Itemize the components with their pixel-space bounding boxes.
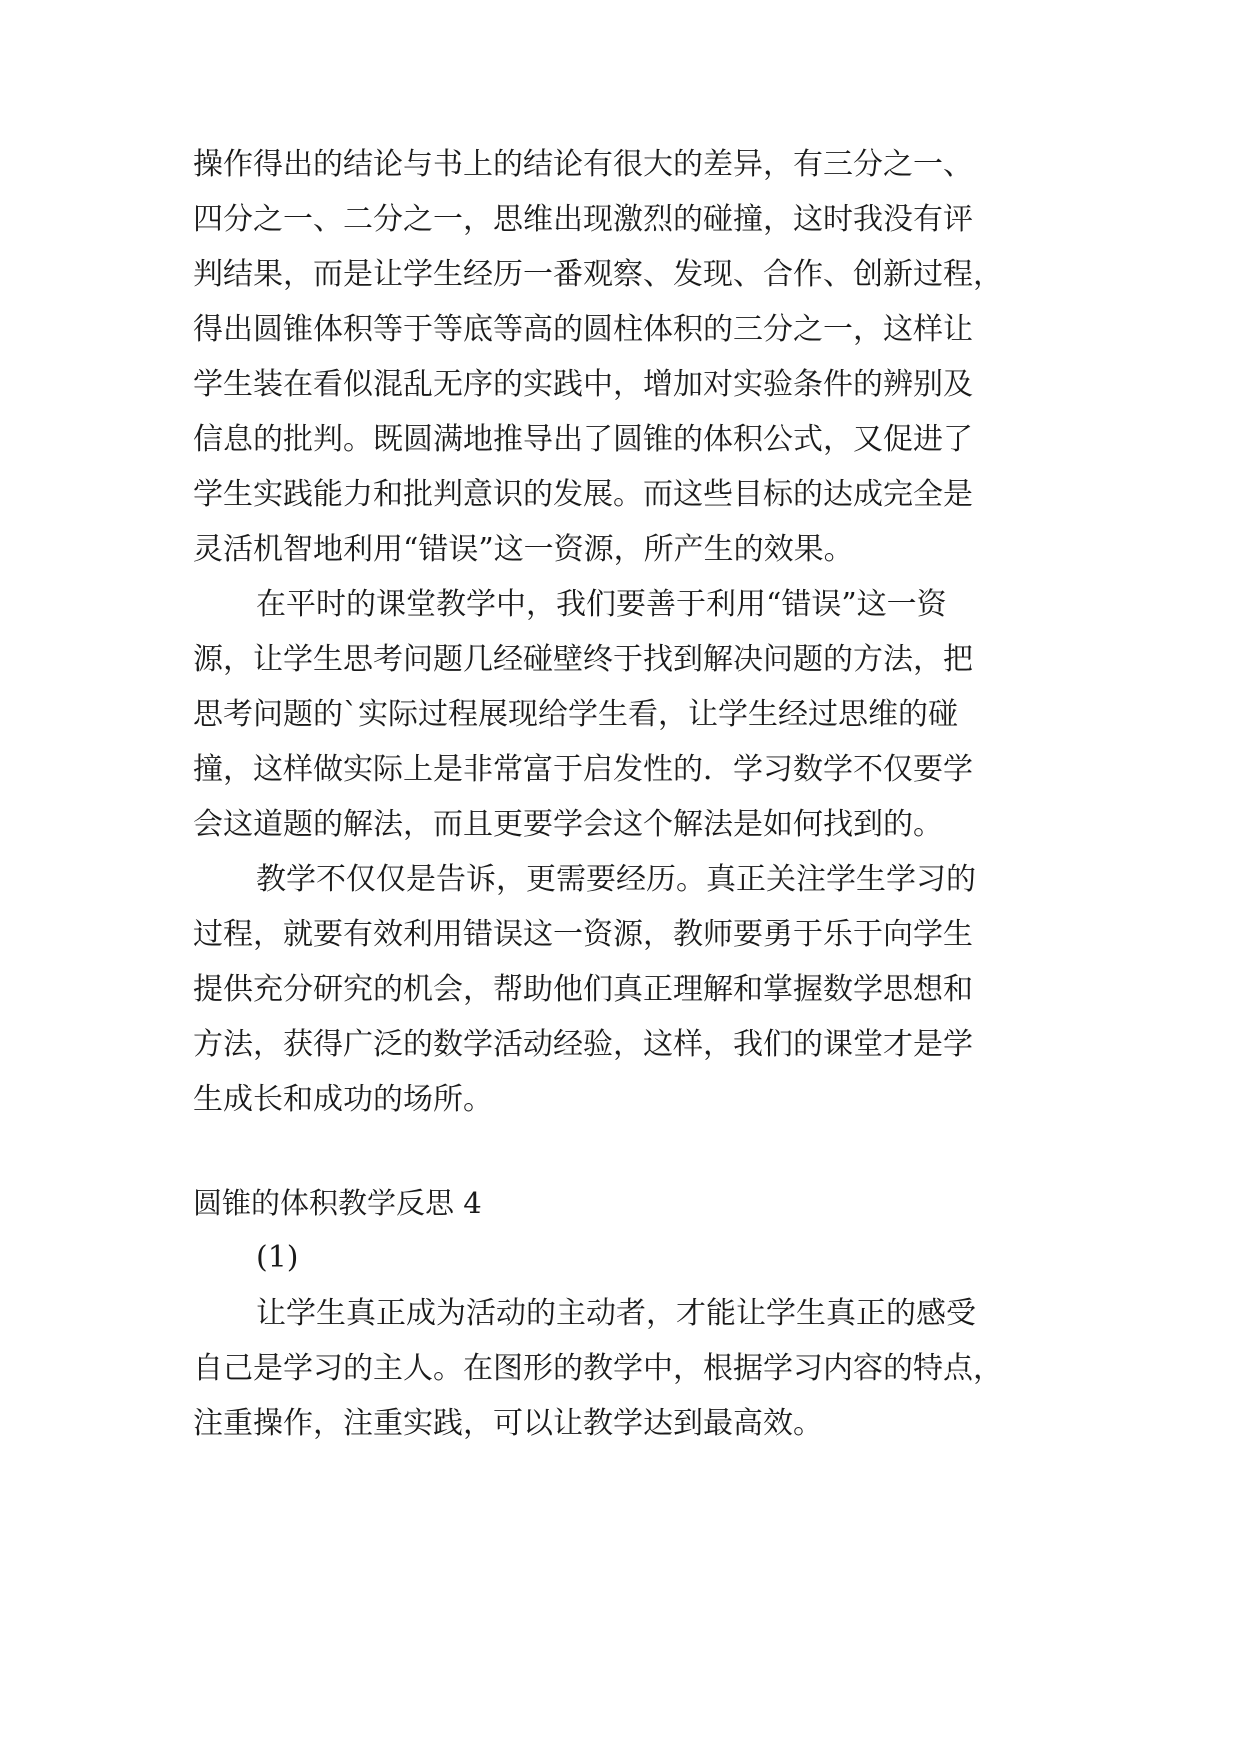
paragraph-line: 提供充分研究的机会，帮助他们真正理解和掌握数学思想和: [193, 972, 973, 1007]
paragraph-line: 让学生真正成为活动的主动者，才能让学生真正的感受: [256, 1296, 976, 1331]
paragraph-line: 自己是学习的主人。在图形的教学中，根据学习内容的特点，: [193, 1351, 1003, 1386]
section-number: (1): [256, 1240, 299, 1275]
paragraph-line: 思考问题的`实际过程展现给学生看，让学生经过思维的碰: [193, 697, 958, 732]
paragraph-line: 生成长和成功的场所。: [193, 1082, 493, 1117]
paragraph-line: 得出圆锥体积等于等底等高的圆柱体积的三分之一，这样让: [193, 312, 973, 347]
paragraph-line: 过程，就要有效利用错误这一资源，教师要勇于乐于向学生: [193, 917, 973, 952]
paragraph-line: 四分之一、二分之一，思维出现激烈的碰撞，这时我没有评: [193, 202, 973, 237]
paragraph-line: 在平时的课堂教学中，我们要善于利用“错误”这一资: [256, 587, 947, 622]
paragraph-line: 判结果，而是让学生经历一番观察、发现、合作、创新过程，: [193, 257, 1003, 292]
paragraph-line: 注重操作，注重实践，可以让教学达到最高效。: [193, 1406, 823, 1441]
paragraph-line: 撞，这样做实际上是非常富于启发性的．学习数学不仅要学: [193, 752, 973, 787]
paragraph-line: 会这道题的解法，而且更要学会这个解法是如何找到的。: [193, 807, 943, 842]
paragraph-line: 操作得出的结论与书上的结论有很大的差异，有三分之一、: [193, 147, 973, 182]
paragraph-line: 源，让学生思考问题几经碰壁终于找到解决问题的方法，把: [193, 642, 973, 677]
section-heading: 圆锥的体积教学反思 4: [193, 1186, 482, 1220]
paragraph-line: 学生实践能力和批判意识的发展。而这些目标的达成完全是: [193, 477, 973, 512]
paragraph-line: 方法，获得广泛的数学活动经验，这样，我们的课堂才是学: [193, 1027, 973, 1062]
paragraph-line: 灵活机智地利用“错误”这一资源，所产生的效果。: [193, 532, 854, 567]
paragraph-line: 学生装在看似混乱无序的实践中，增加对实验条件的辨别及: [193, 367, 973, 402]
paragraph-line: 信息的批判。既圆满地推导出了圆锥的体积公式，又促进了: [193, 422, 973, 457]
paragraph-line: 教学不仅仅是告诉，更需要经历。真正关注学生学习的: [256, 862, 976, 897]
